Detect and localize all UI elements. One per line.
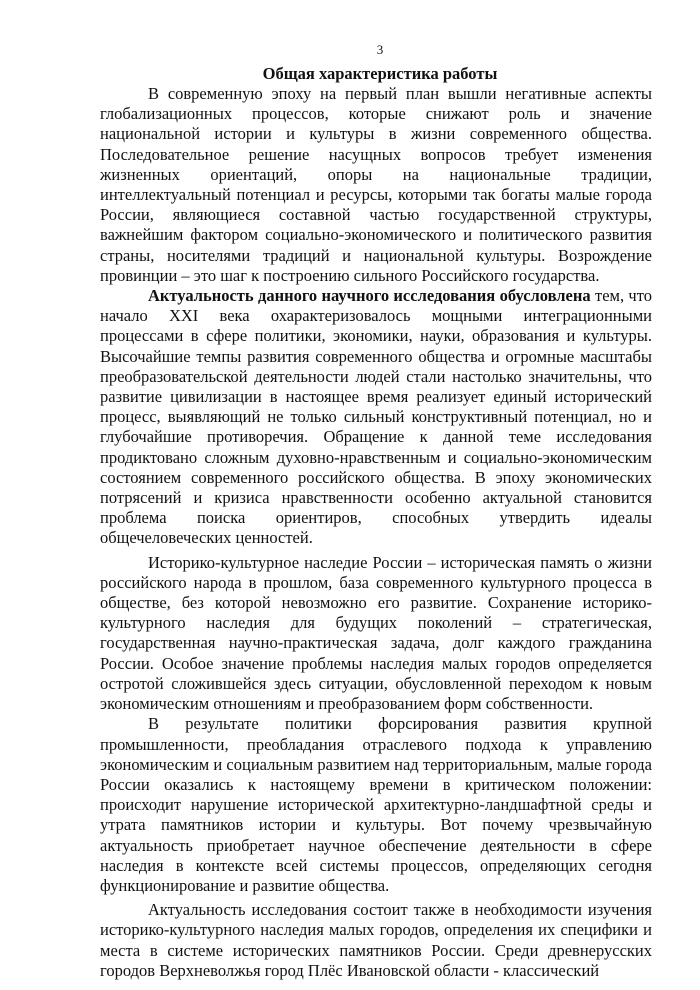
paragraph-text: Историко-культурное наследие России – историческая память о жизни российского народа в прошлом, база современного культурного процесса в обществе, без которой невозможно его развитие. Сохранение историко-культурного наследия для будущих поколений – стратегическая, государственная научно-практическая задача, долг каждого гражданина России. Особое значение проблемы наследия малых городов определяется остротой сложившейся здесь ситуации, обусловленной переходом к новым экономическим отношениям и преобразованием форм собственности. (100, 552, 652, 714)
paragraph-relevance (100, 286, 652, 549)
paragraph-small-towns (100, 900, 652, 981)
document-page (100, 42, 652, 981)
paragraph-text: В результате политики форсирования развития крупной промышленности, преобладания отраслевого подхода к управлению экономическим и социальным развитием над территориальным, малые города России оказались к настоящему времени в критическом положении: происходит нарушение исторической архитектурно-ландшафтной среды и утрата памятников истории и культуры. Вот почему чрезвычайную актуальность приобретает научное обеспечение деятельности в сфере наследия в контексте всей системы процессов, определяющих сегодня функционирование и развитие общества. (100, 714, 652, 895)
paragraph-industrialization (100, 714, 652, 896)
paragraph-heritage (100, 553, 652, 715)
paragraph-text: В современную эпоху на первый план вышли негативные аспекты глобализационных процессов, которые снижают роль и значение национальной истории и культуры в жизни современного общества. Последовательное решение насущных вопросов требует изменения жизненных ориентаций, опоры на национальные традиции, интеллектуальный потенциал и ресурсы, которыми так богаты малые города России, являющиеся составной частью государственной структуры, важнейшим фактором социально-экономического и политического развития страны, носителями традиций и национальной культуры. Возрождение провинции – это шаг к построению сильного Российского государства. (100, 84, 652, 285)
paragraph-text: Актуальность исследования состоит также в необходимости изучения историко-культурного наследия малых городов, определения их специфики и места в системе исторических памятников России. Среди древнерусских городов Верхневолжья город Плёс Ивановской области - классический (100, 900, 652, 980)
paragraph-text: тем, что начало XXI века охарактеризовалось мощными интеграционными процессами в сфере политики, экономики, науки, образования и культуры. Высочайшие темпы развития современного общества и огромные масштабы преобразовательской деятельности людей стали настолько значительны, что развитие цивилизации в настоящее время реализует единый исторический процесс, выявляющий не только сильный конструктивный потенциал, но и глубочайшие противоречия. Обращение к данной теме исследования продиктовано сложным духовно-нравственным и социально-экономическим состоянием современного российского общества. В эпоху экономических потрясений и кризиса нравственности особенно актуальной становится проблема поиска ориентиров, способных утвердить идеалы общечеловеческих ценностей. (100, 286, 652, 548)
paragraph-lead-bold: Актуальность данного научного исследования обусловлена (148, 286, 591, 306)
paragraph-intro (100, 84, 652, 286)
section-title: Общая характеристика работы (262, 64, 498, 83)
page-number: 3 (376, 42, 384, 57)
